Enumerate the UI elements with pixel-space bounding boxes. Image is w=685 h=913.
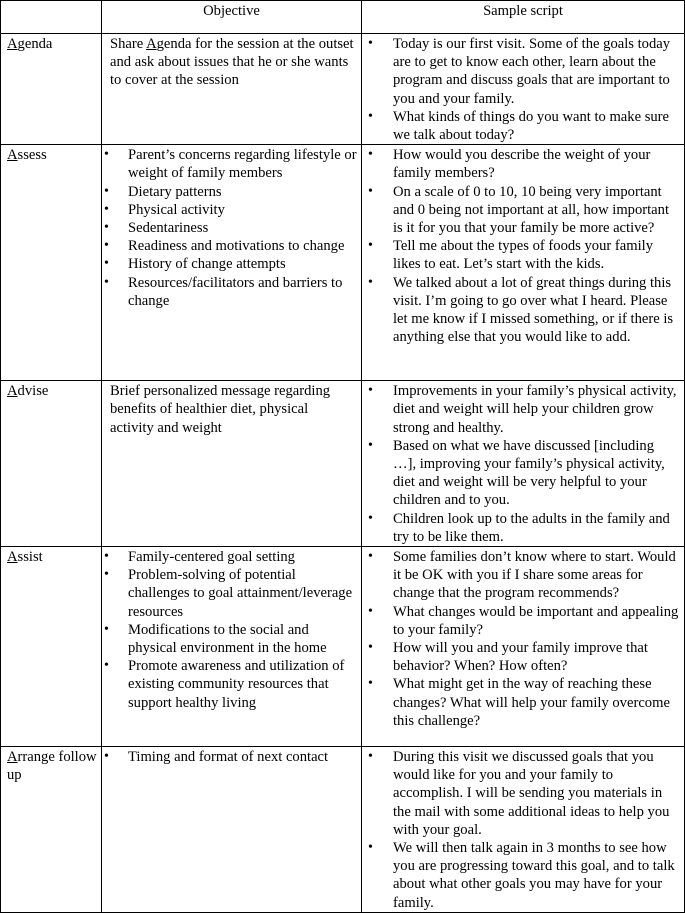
objective-item: • Dietary patterns	[128, 183, 357, 201]
script-item: • Some families don’t know where to start. Would it be OK with you if I share some areas for change that the program recommends?	[393, 548, 680, 603]
script-item: • We will then talk again in 3 months to see how you are progressing toward this goal, and to talk about what other goals you may have for your family.	[393, 839, 680, 912]
stage-label: dvise	[17, 383, 49, 400]
stage-label: ssess	[17, 147, 47, 164]
objective-list	[102, 747, 361, 766]
objective-text: genda for the session at the outset and ask about issues that he or she wants to cover at the session	[110, 36, 354, 89]
objective-list	[102, 145, 361, 310]
objective-list	[102, 547, 361, 712]
stage-initial: A	[7, 749, 18, 766]
stage-cell	[1, 145, 102, 381]
script-item: • Tell me about the types of foods your family likes to eat. Let’s start with the kids.	[393, 237, 680, 273]
stage-cell	[1, 547, 102, 747]
objective-item: • Timing and format of next contact	[128, 748, 357, 766]
stage-label: genda	[17, 36, 53, 52]
objective-initial: A	[146, 36, 157, 52]
script-list	[362, 747, 684, 912]
script-list	[362, 547, 684, 730]
objective-cell	[102, 34, 362, 145]
script-item: • Today is our first visit. Some of the goals today are to get to know each other, learn about the program and discuss goals that are important to you and your family.	[393, 35, 680, 108]
table-row	[1, 34, 685, 145]
stage-cell	[1, 747, 102, 913]
script-cell	[362, 547, 685, 747]
objective-item: • Resources/facilitators and barriers to change	[128, 274, 357, 310]
header-stage	[1, 1, 102, 34]
script-item: • Based on what we have discussed [including …], improving your family’s physical activity, diet and weight will be very helpful to your children and to you.	[393, 437, 680, 510]
objective-text: Share	[110, 36, 147, 52]
script-list	[362, 381, 684, 546]
objective-item: • Physical activity	[128, 201, 357, 219]
objective-item: • Problem-solving of potential challenges to goal attainment/leverage resources	[128, 566, 357, 621]
script-item: • What kinds of things do you want to make sure we talk about today?	[393, 108, 680, 144]
objective-item: • Readiness and motivations to change	[128, 237, 357, 255]
header-objective: Objective	[102, 1, 362, 34]
stage-initial: A	[7, 549, 18, 566]
objective-cell	[102, 145, 362, 381]
objective-text: Brief personalized message regarding benefits of healthier diet, physical activity and weight	[110, 383, 331, 436]
stage-initial: A	[7, 36, 18, 52]
script-item: • How will you and your family improve that behavior? When? How often?	[393, 639, 680, 675]
stage-initial: A	[7, 147, 18, 164]
table-row	[1, 145, 685, 381]
script-item: • During this visit we discussed goals that you would like for you and your family to accomplish. I will be sending you materials in the mail with some additional ideas to help you with your goal.	[393, 748, 680, 839]
stage-cell	[1, 381, 102, 547]
script-item: • Improvements in your family’s physical activity, diet and weight will help your children grow strong and healthy.	[393, 382, 680, 437]
stage-initial: A	[7, 383, 18, 400]
script-item: • What changes would be important and appealing to your family?	[393, 603, 680, 639]
table-row	[1, 747, 685, 913]
objective-item: • Family-centered goal setting	[128, 548, 357, 566]
stage-label: rrange follow up	[7, 749, 97, 784]
script-cell	[362, 145, 685, 381]
script-item: • We talked about a lot of great things during this visit. I’m going to go over what I heard. Please let me know if I missed something, or if there is anything else that you would like to add.	[393, 274, 680, 347]
objective-item: • Parent’s concerns regarding lifestyle or weight of family members	[128, 146, 357, 182]
objective-cell	[102, 547, 362, 747]
script-list	[362, 34, 684, 144]
objective-item: • History of change attempts	[128, 255, 357, 273]
stage-cell	[1, 34, 102, 145]
header-sample-script: Sample script	[362, 1, 685, 34]
script-item: • On a scale of 0 to 10, 10 being very important and 0 being not important at all, how important is it for you that your family be more active?	[393, 183, 680, 238]
objective-item: • Promote awareness and utilization of existing community resources that support healthy living	[128, 657, 357, 712]
script-cell	[362, 381, 685, 547]
script-list	[362, 145, 684, 346]
script-cell	[362, 747, 685, 913]
script-item: • Children look up to the adults in the family and try to be like them.	[393, 510, 680, 546]
objective-cell	[102, 747, 362, 913]
stage-label: ssist	[17, 549, 43, 566]
objective-cell	[102, 381, 362, 547]
script-cell	[362, 34, 685, 145]
table-row	[1, 381, 685, 547]
script-item: • What might get in the way of reaching these changes? What will help your family overcome this challenge?	[393, 675, 680, 730]
table-row	[1, 547, 685, 747]
header-row	[1, 1, 685, 34]
objective-item: • Sedentariness	[128, 219, 357, 237]
objective-item: • Modifications to the social and physical environment in the home	[128, 621, 357, 657]
script-item: • How would you describe the weight of your family members?	[393, 146, 680, 182]
